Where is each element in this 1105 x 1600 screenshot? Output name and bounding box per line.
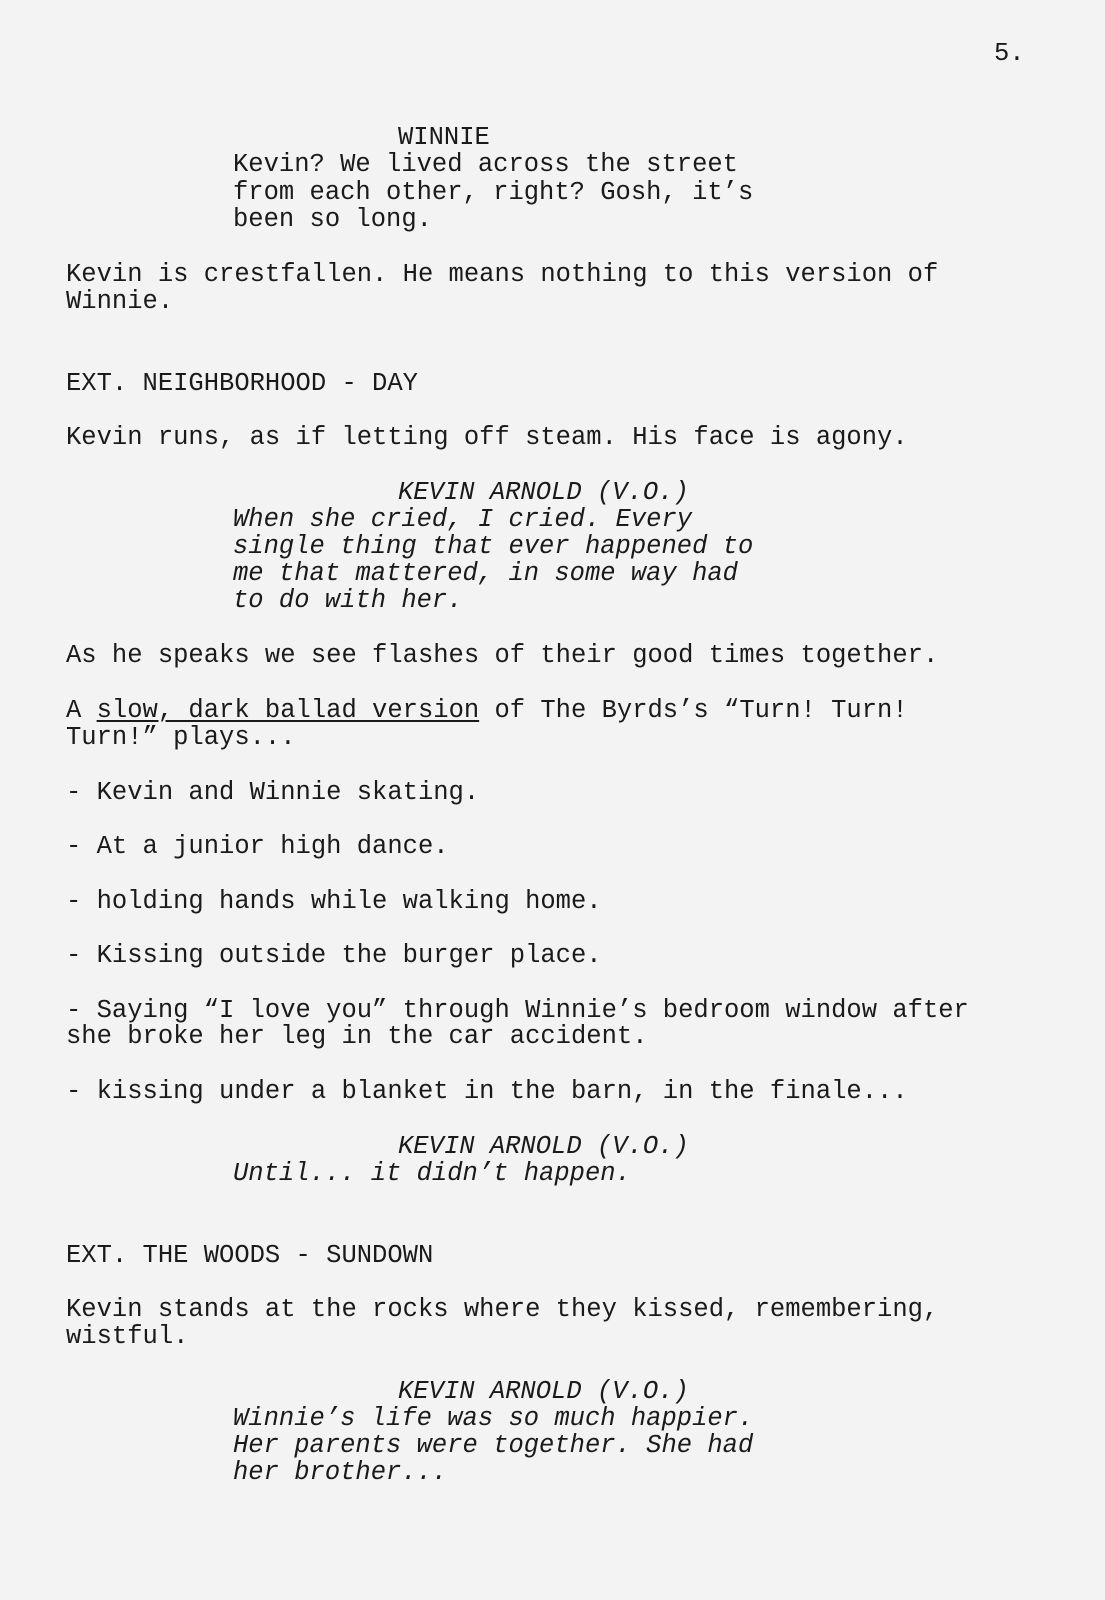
action-line: wistful. [66, 1322, 189, 1351]
montage-item: - kissing under a blanket in the barn, in the finale... [66, 1077, 908, 1106]
text-segment: of The Byrds’s “Turn! Turn! [479, 696, 908, 725]
character-name-kevin-vo: KEVIN ARNOLD (V.O.) [398, 1377, 689, 1406]
page-number: 5. [994, 39, 1025, 68]
underlined-music-note: slow, dark ballad version [96, 696, 480, 725]
character-name-kevin-vo: KEVIN ARNOLD (V.O.) [398, 1132, 689, 1161]
character-name-kevin-vo: KEVIN ARNOLD (V.O.) [398, 478, 689, 507]
dialogue-line: been so long. [233, 205, 432, 234]
action-line: Kevin is crestfallen. He means nothing to this version of [66, 260, 939, 289]
montage-item: - At a junior high dance. [66, 832, 449, 861]
text-segment: A [66, 696, 97, 725]
action-line: As he speaks we see flashes of their good times together. [66, 641, 939, 670]
dialogue-line: Her parents were together. She had [233, 1431, 754, 1460]
action-music-cue [66, 697, 908, 725]
montage-item: she broke her leg in the car accident. [66, 1022, 648, 1051]
scene-heading: EXT. THE WOODS - SUNDOWN [66, 1241, 434, 1270]
dialogue-line: single thing that ever happened to [233, 532, 754, 561]
dialogue-line: from each other, right? Gosh, it’s [233, 178, 754, 207]
character-name-winnie: WINNIE [398, 123, 490, 152]
dialogue-line: me that mattered, in some way had [233, 559, 738, 588]
montage-item: - Kissing outside the burger place. [66, 941, 602, 970]
action-line: Kevin runs, as if letting off steam. His face is agony. [66, 423, 908, 452]
montage-item: - Kevin and Winnie skating. [66, 778, 480, 807]
montage-item: - holding hands while walking home. [66, 887, 602, 916]
dialogue-line: Kevin? We lived across the street [233, 150, 738, 179]
action-line: Winnie. [66, 287, 174, 316]
action-line: Kevin stands at the rocks where they kissed, remembering, [66, 1295, 939, 1324]
dialogue-line: her brother... [233, 1458, 448, 1487]
scene-heading: EXT. NEIGHBORHOOD - DAY [66, 369, 418, 398]
dialogue-line: Until... it didn’t happen. [233, 1159, 631, 1188]
dialogue-line: to do with her. [233, 586, 463, 615]
dialogue-line: When she cried, I cried. Every [233, 505, 693, 534]
dialogue-line: Winnie’s life was so much happier. [233, 1404, 754, 1433]
montage-item: - Saying “I love you” through Winnie’s bedroom window after [66, 996, 969, 1025]
action-line: Turn!” plays... [66, 723, 296, 752]
